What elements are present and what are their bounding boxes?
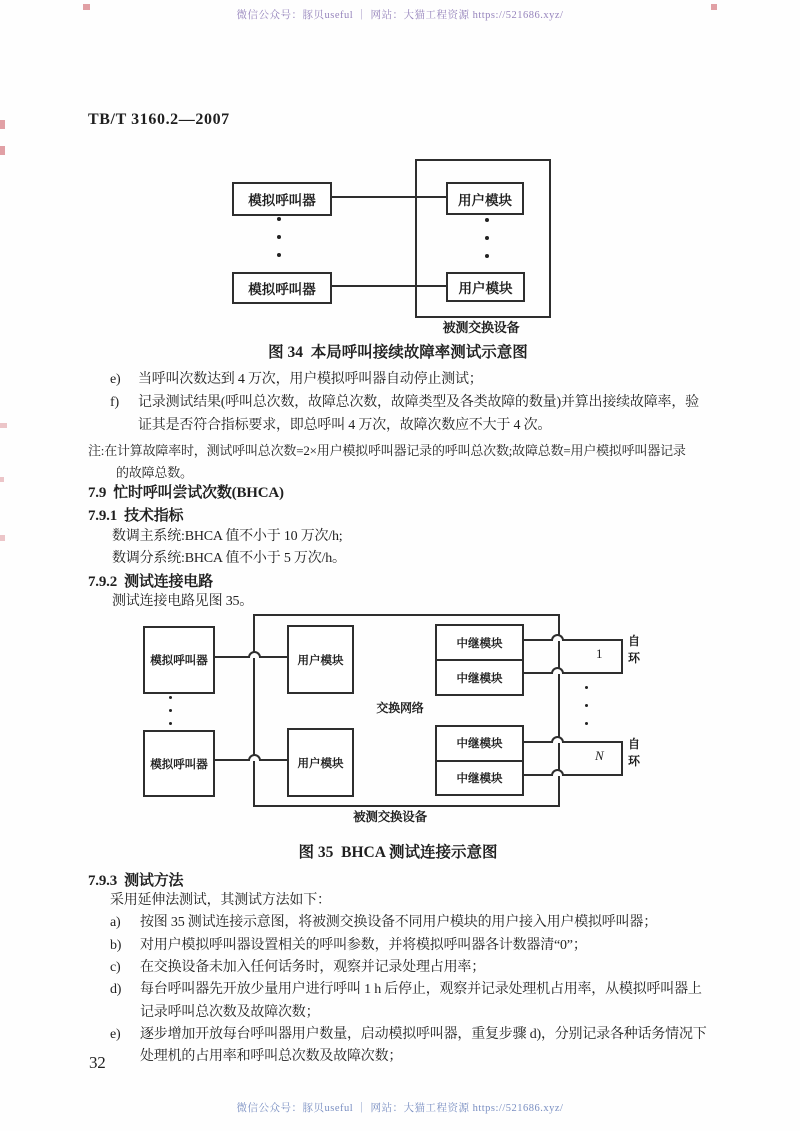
ellipsis-dot xyxy=(585,722,588,725)
list-marker: b) xyxy=(110,938,122,953)
para-circuit: 测试连接电路见图 35。 xyxy=(112,594,254,609)
fig34-caller-bottom-label: 模拟呼叫器 xyxy=(248,282,316,297)
section-heading-7-9-1: 7.9.1 技术指标 xyxy=(88,508,184,524)
ellipsis-dot xyxy=(169,696,172,699)
fig35-device-label: 被测交换设备 xyxy=(353,810,427,824)
ellipsis-dot xyxy=(169,722,172,725)
page-number: 32 xyxy=(89,1053,106,1072)
fig35-trunk-stack-top xyxy=(435,624,524,696)
fig34-caller-bottom-box xyxy=(232,272,332,304)
list-item-text: 记录测试结果(呼叫总次数，故障总次数，故障类型及各类故障的数量)并算出接续故障率，验 xyxy=(138,395,699,410)
list-item-text: 在交换设备未加入任何话务时，观察并记录处理占用率； xyxy=(140,960,485,975)
list-item-e2-cont: 处理机的占用率和呼叫总次数及故障次数； xyxy=(140,1049,403,1064)
fig35-loopN-number: N xyxy=(595,748,604,763)
scan-artifact-mark xyxy=(0,120,5,129)
section-heading-7-9-2: 7.9.2 测试连接电路 xyxy=(88,574,213,590)
list-item-a xyxy=(110,913,657,933)
list-item-f xyxy=(110,393,699,413)
list-item-c xyxy=(110,958,485,978)
fig35-trunk-box-2: 中继模块 xyxy=(456,672,503,685)
fig35-trunk-box-4: 中继模块 xyxy=(456,772,503,785)
bottom-watermark: 微信公众号：豚贝useful ｜ 网站：大猫工程资源 https://521686.xyz/ xyxy=(236,1103,564,1114)
fig35-caller-bottom-box xyxy=(143,730,215,797)
fig35-loop1-line-right xyxy=(621,639,623,674)
list-item-d xyxy=(110,980,702,1000)
fig35-caption: 图 35 BHCA 测试连接示意图 xyxy=(298,844,498,861)
list-marker: a) xyxy=(110,915,121,930)
line-hop xyxy=(248,754,261,761)
fig35-caller-top-box xyxy=(143,626,215,694)
fig35-loop1-line-top xyxy=(520,639,623,641)
fig35-caller-top-label: 模拟呼叫器 xyxy=(150,655,208,667)
fig34-user-bottom-box xyxy=(446,272,525,302)
list-item-text: 每台呼叫器先开放少量用户进行呼叫 1 h 后停止，观察并记录处理机占用率，从模拟呼叫器上 xyxy=(140,982,702,997)
fig35-trunk-stack-bottom xyxy=(435,725,524,796)
section-heading-7-9-3: 7.9.3 测试方法 xyxy=(88,873,184,889)
fig35-loopN-line-right xyxy=(621,741,623,776)
list-item-text: 对用户模拟呼叫器设置相关的呼叫参数，并将模拟呼叫器各计数器清“0”； xyxy=(140,938,587,953)
fig35-trunk-box-1: 中继模块 xyxy=(437,626,522,661)
fig34-user-top-box xyxy=(446,182,524,215)
para-main-system: 数调主系统:BHCA 值不小于 10 万次/h; xyxy=(112,529,343,544)
ellipsis-dot xyxy=(277,253,281,257)
ellipsis-dot xyxy=(277,235,281,239)
ellipsis-dot xyxy=(485,236,489,240)
fig35-network-label: 交换网络 xyxy=(376,701,424,715)
fig34-user-top-label: 用户模块 xyxy=(458,192,512,208)
fig35-user-top-box xyxy=(287,625,354,694)
fig34-caption: 图 34 本局呼叫接续故障率测试示意图 xyxy=(268,344,528,361)
line-hop xyxy=(551,667,564,674)
ellipsis-dot xyxy=(169,709,172,712)
fig35-loopN-line-top xyxy=(520,741,623,743)
ellipsis-dot xyxy=(485,218,489,222)
section-heading-7-9: 7.9 忙时呼叫尝试次数(BHCA) xyxy=(88,485,284,501)
fig35-loopN-selfloop-label: 自环 xyxy=(628,737,641,768)
line-hop xyxy=(551,736,564,743)
scan-artifact-mark xyxy=(0,423,7,428)
line-hop xyxy=(551,634,564,641)
fig35-trunk-box-3: 中继模块 xyxy=(437,727,522,762)
list-item-b xyxy=(110,936,587,956)
fig35-loop1-number: 1 xyxy=(596,646,603,661)
list-item-text: 按图 35 测试连接示意图，将被测交换设备不同用户模块的用户接入用户模拟呼叫器； xyxy=(140,915,657,930)
fig34-connection-line-bottom xyxy=(328,285,448,287)
fig35-caller-bottom-label: 模拟呼叫器 xyxy=(150,758,208,771)
ellipsis-dot xyxy=(485,254,489,258)
fig34-connection-line-top xyxy=(328,196,448,198)
list-item-e2 xyxy=(110,1025,707,1045)
fig35-loop1-selfloop-label: 自环 xyxy=(628,634,641,665)
note-line2: 的故障总数。 xyxy=(116,465,193,480)
ellipsis-dot xyxy=(277,217,281,221)
note-line1: 注:在计算故障率时，测试呼叫总次数=2×用户模拟呼叫器记录的呼叫总次数;故障总数=用户模拟呼叫器记录 xyxy=(88,443,686,458)
scan-artifact-mark xyxy=(711,4,717,10)
list-marker: f) xyxy=(110,395,119,410)
scan-artifact-mark xyxy=(83,4,90,10)
scan-artifact-mark xyxy=(0,477,4,482)
ellipsis-dot xyxy=(585,704,588,707)
fig35-loopN-line-bottom xyxy=(520,774,623,776)
fig34-caller-top-box xyxy=(232,182,332,216)
fig34-caller-top-label: 模拟呼叫器 xyxy=(248,193,316,208)
list-item-f-cont: 证其是否符合指标要求，即总呼叫 4 万次，故障次数应不大于 4 次。 xyxy=(138,418,552,433)
list-item-e xyxy=(110,370,483,390)
fig35-user-bottom-label: 用户模块 xyxy=(297,757,344,770)
top-watermark: 微信公众号：豚贝useful ｜ 网站：大猫工程资源 https://521686.xyz/ xyxy=(236,10,564,21)
line-hop xyxy=(248,651,261,658)
fig35-loop1-line-bottom xyxy=(520,672,623,674)
fig34-user-bottom-label: 用户模块 xyxy=(458,281,513,296)
list-item-text: 逐步增加开放每台呼叫器用户数量，启动模拟呼叫器，重复步骤 d)，分别记录各种话务情况下 xyxy=(140,1027,707,1042)
list-marker: c) xyxy=(110,960,121,975)
fig35-user-top-label: 用户模块 xyxy=(297,654,344,667)
ellipsis-dot xyxy=(585,686,588,689)
list-item-text: 当呼叫次数达到 4 万次，用户模拟呼叫器自动停止测试； xyxy=(138,372,483,387)
list-item-d-cont: 记录呼叫总次数及故障次数； xyxy=(140,1005,320,1020)
scan-artifact-mark xyxy=(0,146,5,155)
scan-artifact-mark xyxy=(0,535,5,541)
para-sub-system: 数调分系统:BHCA 值不小于 5 万次/h。 xyxy=(112,551,346,566)
list-marker: d) xyxy=(110,982,122,997)
para-method-intro: 采用延伸法测试，其测试方法如下： xyxy=(110,893,331,908)
list-marker: e) xyxy=(110,372,121,387)
doc-number: TB/T 3160.2—2007 xyxy=(88,111,230,128)
fig34-device-label: 被测交换设备 xyxy=(442,320,520,335)
fig35-user-bottom-box xyxy=(287,728,354,797)
line-hop xyxy=(551,769,564,776)
list-marker: e) xyxy=(110,1027,121,1042)
